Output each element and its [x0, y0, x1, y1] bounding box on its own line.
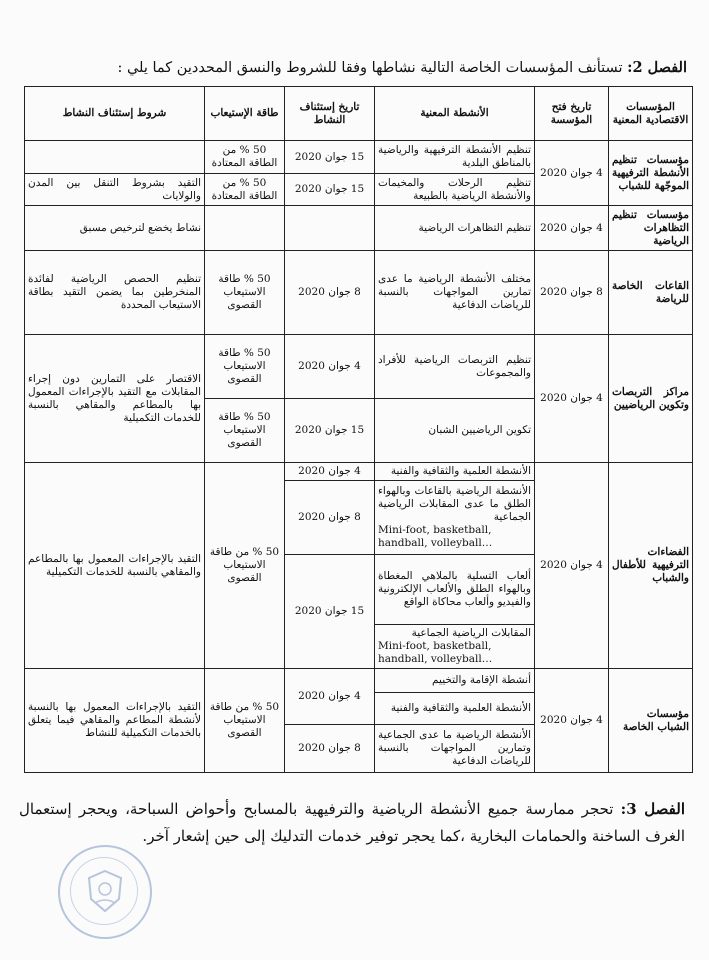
institution-cell: مراكز التربصات وتكوين الرياضيين [609, 335, 693, 463]
header-activities: الأنشطة المعنية [375, 87, 535, 141]
institution-cell: مؤسسات تنظيم الأنشطة الترفيهية الموجّهة للشباب [609, 141, 693, 206]
header-resumption-date: تاريخ إستئناف النشاط [285, 87, 375, 141]
condition-cell: التقيد بالإجراءات المعمول بها بالمطاعم والمقاهي بالنسبة للخدمات التكميلية [25, 463, 205, 669]
activity-text: الأنشطة الرياضية بالقاعات وبالهواء الطلق ما عدى المقابلات الرياضية الجماعية [378, 485, 531, 523]
opening-date-cell: 8 جوان 2020 [535, 251, 609, 335]
condition-cell: التقيد بالإجراءات المعمول بها بالنسبة لأنشطة المطاعم والمقاهي فيما يتعلق بالخدمات التكميلية للنشاط [25, 669, 205, 773]
resumption-date-cell: 4 جوان 2020 [285, 463, 375, 481]
article-2-text: تستأنف المؤسسات الخاصة التالية نشاطها وفقا للشروط والنسق المحددين كما يلي : [117, 60, 623, 76]
activity-cell: ألعاب التسلية بالملاهي المغطاة وبالهواء الطلق والألعاب الإلكترونية والفيديو وألعاب محاكاة الواقع [375, 555, 535, 625]
activity-latin-text: Mini-foot, basketball, handball, volleyball… [378, 640, 493, 665]
activity-text: المقابلات الرياضية الجماعية [411, 627, 531, 639]
condition-cell: الاقتصار على التمارين دون إجراء المقابلات مع التقيد بالإجراءات المعمول بها بالمطاعم والمقاهي بالنسبة للخدمات التكميلية [25, 335, 205, 463]
activity-cell [375, 625, 535, 669]
resumption-date-cell: 4 جوان 2020 [285, 669, 375, 725]
opening-date-cell: 4 جوان 2020 [535, 335, 609, 463]
resumption-date-cell [285, 206, 375, 251]
activity-cell: الأنشطة الرياضية ما عدى الجماعية وتمارين المواجهات بالنسبة للرياضات الدفاعية [375, 725, 535, 773]
activity-cell: الأنشطة العلمية والثقافية والفنية [375, 693, 535, 725]
table-row [25, 206, 693, 251]
table-row [25, 141, 693, 174]
resumption-date-cell: 15 جوان 2020 [285, 399, 375, 463]
institution-cell: الفضاءات الترفيهية للأطفال والشباب [609, 463, 693, 669]
activity-latin-text: Mini-foot, basketball, handball, volleyball… [378, 524, 493, 549]
resumption-date-cell: 15 جوان 2020 [285, 141, 375, 174]
condition-cell: التقيد بشروط التنقل بين المدن والولايات [25, 174, 205, 206]
resumption-date-cell: 15 جوان 2020 [285, 174, 375, 206]
header-conditions: شروط إستئناف النشاط [25, 87, 205, 141]
capacity-cell: 50 % طاقة الاستيعاب القصوى [205, 399, 285, 463]
opening-date-cell: 4 جوان 2020 [535, 141, 609, 206]
opening-date-cell: 4 جوان 2020 [535, 206, 609, 251]
header-capacity: طاقة الإستيعاب [205, 87, 285, 141]
institution-cell: مؤسسات الشباب الخاصة [609, 669, 693, 773]
resumption-date-cell: 4 جوان 2020 [285, 335, 375, 399]
article-3-text: تحجر ممارسة جميع الأنشطة الرياضية والترفيهية بالمسابح وأحواض السباحة، ويحجر إستعمال الغرف الساخنة والحمامات البخارية ،كما يحجر توفير خدمات التدليك إلى حين إشعار آخر. [19, 800, 685, 845]
activity-cell: تنظيم التربصات الرياضية للأفراد والمجموعات [375, 335, 535, 399]
capacity-cell: 50 % من الطاقة المعتادة [205, 141, 285, 174]
opening-date-cell: 4 جوان 2020 [535, 463, 609, 669]
activity-cell: أنشطة الإقامة والتخييم [375, 669, 535, 693]
article-3-paragraph [19, 796, 685, 850]
capacity-cell: 50 % من طاقة الاستيعاب القصوى [205, 463, 285, 669]
article-2-heading [17, 58, 687, 78]
table-row [25, 463, 693, 481]
activities-table [24, 86, 693, 773]
capacity-cell: 50 % طاقة الاستيعاب القصوى [205, 335, 285, 399]
article-3-label: الفصل 3: [620, 800, 685, 818]
official-seal-icon [58, 845, 152, 939]
capacity-cell: 50 % من طاقة الاستيعاب القصوى [205, 669, 285, 773]
table-row [25, 251, 693, 335]
resumption-date-cell: 8 جوان 2020 [285, 725, 375, 773]
condition-cell [25, 141, 205, 174]
activity-cell: تنظيم التظاهرات الرياضية [375, 206, 535, 251]
article-2-label: الفصل 2: [627, 59, 687, 76]
activity-cell: تنظيم الرحلات والمخيمات والأنشطة الرياضية بالطبيعة [375, 174, 535, 206]
capacity-cell: 50 % طاقة الاستيعاب القصوى [205, 251, 285, 335]
seal-emblem-icon [85, 869, 125, 913]
header-institutions: المؤسسات الاقتصادية المعنية [609, 87, 693, 141]
institution-cell: مؤسسات تنظيم التظاهرات الرياضية [609, 206, 693, 251]
activity-cell: مختلف الأنشطة الرياضية ما عدى تمارين المواجهات بالنسبة للرياضات الدفاعية [375, 251, 535, 335]
activity-cell [375, 481, 535, 555]
table-header-row [25, 87, 693, 141]
opening-date-cell: 4 جوان 2020 [535, 669, 609, 773]
activity-cell: تنظيم الأنشطة الترفيهية والرياضية بالمناطق البلدية [375, 141, 535, 174]
table-row [25, 669, 693, 693]
institution-cell: القاعات الخاصة للرياضة [609, 251, 693, 335]
capacity-cell [205, 206, 285, 251]
resumption-date-cell: 8 جوان 2020 [285, 251, 375, 335]
capacity-cell: 50 % من الطاقة المعتادة [205, 174, 285, 206]
resumption-date-cell: 8 جوان 2020 [285, 481, 375, 555]
condition-cell: تنظيم الحصص الرياضية لفائدة المنخرطين بما يضمن التقيد بطاقة الاستيعاب المحددة [25, 251, 205, 335]
activity-cell: تكوين الرياضيين الشبان [375, 399, 535, 463]
table-row [25, 335, 693, 399]
resumption-date-cell: 15 جوان 2020 [285, 555, 375, 669]
header-opening-date: تاريخ فتح المؤسسة [535, 87, 609, 141]
activity-cell: الأنشطة العلمية والثقافية والفنية [375, 463, 535, 481]
condition-cell: نشاط يخضع لترخيص مسبق [25, 206, 205, 251]
